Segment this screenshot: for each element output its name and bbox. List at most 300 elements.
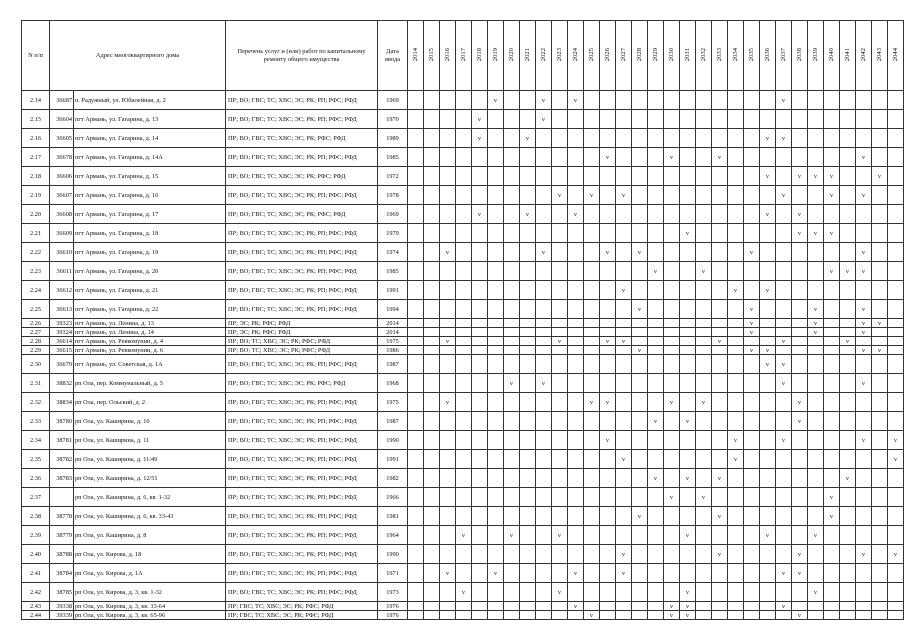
year-cell-2016 [440,412,456,431]
year-cell-2021 [520,355,536,374]
scheduled-mark: v [840,337,856,346]
header-built: Дата ввода [378,21,408,91]
works-list: ПР; ЭС; РК; РФС; РФД [226,328,378,337]
scheduled-mark: v [808,583,824,602]
year-cell-2033 [712,488,728,507]
year-cell-2015 [424,611,440,620]
year-cell-2030 [664,243,680,262]
table-row [22,205,904,224]
year-cell-2035 [744,393,760,412]
row-number: 2.17 [22,148,50,167]
year-cell-2021 [520,319,536,328]
year-cell-2040 [824,346,840,355]
year-cell-2033 [712,205,728,224]
year-cell-2040 [824,243,840,262]
works-list: ПР; ВО; ГВС; ТС; ХВС; ЭС; РК; РП; РФС; РФД [226,281,378,300]
year-cell-2039 [808,91,824,110]
year-cell-2016 [440,148,456,167]
scheduled-mark: v [808,328,824,337]
year-cell-2027 [616,346,632,355]
year-cell-2023 [552,110,568,129]
year-cell-2035 [744,167,760,186]
table-row [22,281,904,300]
year-cell-2032 [696,564,712,583]
year-cell-2041 [840,545,856,564]
year-cell-2031 [680,110,696,129]
year-cell-2044 [888,129,904,148]
year-cell-2021 [520,469,536,488]
year-cell-2014 [408,346,424,355]
header-year-2043: 2043 [872,21,888,91]
table-row [22,412,904,431]
year-cell-2019 [488,346,504,355]
year-cell-2028 [632,110,648,129]
year-cell-2040 [824,545,840,564]
year-cell-2015 [424,346,440,355]
year-cell-2027 [616,526,632,545]
year-cell-2036 [760,507,776,526]
house-id: 38782 [50,450,74,469]
scheduled-mark: v [600,431,616,450]
year-cell-2017 [456,243,472,262]
year-cell-2034 [728,355,744,374]
year-cell-2023 [552,148,568,167]
commission-year: 2014 [378,319,408,328]
year-cell-2043 [872,337,888,346]
year-cell-2028 [632,319,648,328]
year-cell-2024 [568,374,584,393]
year-cell-2037 [776,507,792,526]
works-list: ПР; ВО; ГВС; ТС; ХВС; ЭС; РК; РФС; РФД [226,167,378,186]
year-cell-2042 [856,469,872,488]
year-cell-2033 [712,602,728,611]
year-cell-2014 [408,243,424,262]
year-cell-2028 [632,431,648,450]
year-cell-2025 [584,583,600,602]
table-row [22,507,904,526]
year-cell-2038 [792,374,808,393]
header-year-2039: 2039 [808,21,824,91]
year-cell-2024 [568,583,584,602]
year-cell-2014 [408,611,424,620]
year-cell-2016 [440,167,456,186]
year-cell-2037 [776,611,792,620]
year-cell-2028 [632,224,648,243]
house-id: 36606 [50,167,74,186]
scheduled-mark: v [760,526,776,545]
year-cell-2034 [728,602,744,611]
year-cell-2034 [728,583,744,602]
year-cell-2035 [744,205,760,224]
year-cell-2029 [648,186,664,205]
year-cell-2028 [632,281,648,300]
year-cell-2027 [616,205,632,224]
row-number: 2.18 [22,167,50,186]
year-cell-2023 [552,319,568,328]
works-list: ПР; ВО; ГВС; ТС; ХВС; ЭС; РК; РП; РФС; РФД [226,91,378,110]
year-cell-2032 [696,167,712,186]
year-cell-2020 [504,281,520,300]
year-cell-2018 [472,167,488,186]
scheduled-mark: v [504,374,520,393]
year-cell-2026 [600,374,616,393]
year-cell-2038 [792,186,808,205]
year-cell-2028 [632,91,648,110]
house-id: 36612 [50,281,74,300]
commission-year: 1991 [378,450,408,469]
year-cell-2031 [680,374,696,393]
house-address: пгт Армань, ул. Ревкомунии, д. 6 [74,346,226,355]
year-cell-2034 [728,91,744,110]
year-cell-2032 [696,355,712,374]
year-cell-2026 [600,224,616,243]
year-cell-2035 [744,526,760,545]
house-id [50,488,74,507]
scheduled-mark: v [744,300,760,319]
year-cell-2039 [808,545,824,564]
house-id: 36605 [50,129,74,148]
year-cell-2039 [808,262,824,281]
house-address: пгт Армань, ул. Гагарина, д. 19 [74,243,226,262]
year-cell-2019 [488,469,504,488]
year-cell-2039 [808,611,824,620]
house-address: пгт Армань, ул. Ревкомунии, д. 4 [74,337,226,346]
year-cell-2037 [776,148,792,167]
year-cell-2017 [456,545,472,564]
row-number: 2.24 [22,281,50,300]
scheduled-mark: v [792,564,808,583]
scheduled-mark: v [568,91,584,110]
year-cell-2035 [744,469,760,488]
year-cell-2034 [728,374,744,393]
scheduled-mark: v [536,243,552,262]
year-cell-2043 [872,431,888,450]
year-cell-2024 [568,393,584,412]
year-cell-2014 [408,300,424,319]
year-cell-2034 [728,262,744,281]
header-year-2036: 2036 [760,21,776,91]
year-cell-2027 [616,167,632,186]
year-cell-2022 [536,355,552,374]
year-cell-2025 [584,337,600,346]
year-cell-2033 [712,186,728,205]
scheduled-mark: v [760,205,776,224]
row-number: 2.14 [22,91,50,110]
year-cell-2042 [856,507,872,526]
year-cell-2029 [648,337,664,346]
scheduled-mark: v [472,129,488,148]
year-cell-2029 [648,110,664,129]
year-cell-2041 [840,393,856,412]
year-cell-2017 [456,262,472,281]
year-cell-2021 [520,450,536,469]
year-cell-2020 [504,205,520,224]
year-cell-2017 [456,167,472,186]
year-cell-2017 [456,602,472,611]
year-cell-2017 [456,148,472,167]
works-list: ПР; ВО; ГВС; ТС; ХВС; ЭС; РК; РП; РФС; РФД [226,262,378,281]
year-cell-2015 [424,583,440,602]
scheduled-mark: v [616,564,632,583]
table-row [22,346,904,355]
year-cell-2021 [520,611,536,620]
year-cell-2032 [696,110,712,129]
commission-year: 1976 [378,611,408,620]
year-cell-2038 [792,337,808,346]
year-cell-2019 [488,545,504,564]
year-cell-2032 [696,243,712,262]
scheduled-mark: v [584,186,600,205]
year-cell-2022 [536,346,552,355]
year-cell-2020 [504,328,520,337]
year-cell-2026 [600,167,616,186]
year-cell-2019 [488,488,504,507]
year-cell-2018 [472,545,488,564]
year-cell-2028 [632,450,648,469]
row-number: 2.43 [22,602,50,611]
year-cell-2044 [888,412,904,431]
scheduled-mark: v [792,412,808,431]
year-cell-2040 [824,148,840,167]
commission-year: 1974 [378,243,408,262]
year-cell-2029 [648,431,664,450]
year-cell-2041 [840,526,856,545]
year-cell-2030 [664,346,680,355]
scheduled-mark: v [728,281,744,300]
year-cell-2015 [424,507,440,526]
year-cell-2025 [584,545,600,564]
year-cell-2028 [632,129,648,148]
header-year-2017: 2017 [456,21,472,91]
year-cell-2024 [568,526,584,545]
works-list: ПР; ВО; ГВС; ТС; ХВС; ЭС; РК; РФС; РФД [226,129,378,148]
year-cell-2039 [808,393,824,412]
header-year-2033: 2033 [712,21,728,91]
year-cell-2015 [424,300,440,319]
year-cell-2015 [424,450,440,469]
year-cell-2032 [696,374,712,393]
year-cell-2018 [472,507,488,526]
year-cell-2041 [840,488,856,507]
year-cell-2022 [536,545,552,564]
year-cell-2037 [776,319,792,328]
year-cell-2018 [472,337,488,346]
year-cell-2035 [744,148,760,167]
year-cell-2034 [728,337,744,346]
year-cell-2043 [872,300,888,319]
year-cell-2029 [648,526,664,545]
year-cell-2035 [744,110,760,129]
scheduled-mark: v [760,167,776,186]
year-cell-2038 [792,346,808,355]
house-id: 38784 [50,564,74,583]
year-cell-2022 [536,337,552,346]
year-cell-2021 [520,374,536,393]
year-cell-2016 [440,583,456,602]
year-cell-2036 [760,328,776,337]
scheduled-mark: v [856,186,872,205]
year-cell-2031 [680,564,696,583]
year-cell-2029 [648,374,664,393]
year-cell-2023 [552,328,568,337]
year-cell-2025 [584,431,600,450]
table-row [22,488,904,507]
year-cell-2014 [408,129,424,148]
scheduled-mark: v [888,431,904,450]
scheduled-mark: v [824,224,840,243]
scheduled-mark: v [664,611,680,620]
year-cell-2043 [872,205,888,224]
year-cell-2023 [552,346,568,355]
year-cell-2036 [760,602,776,611]
house-address: пгт Армань, ул. Гагарина, д. 14А [74,148,226,167]
year-cell-2020 [504,319,520,328]
house-id: 36614 [50,337,74,346]
year-cell-2033 [712,243,728,262]
year-cell-2042 [856,488,872,507]
year-cell-2020 [504,583,520,602]
year-cell-2039 [808,129,824,148]
year-cell-2025 [584,205,600,224]
house-address: пгт Армань, ул. Гагарина, д. 15 [74,167,226,186]
scheduled-mark: v [536,374,552,393]
commission-year: 1986 [378,346,408,355]
house-address: рп Ола, пер. Ольский, д. 2 [74,393,226,412]
year-cell-2028 [632,545,648,564]
scheduled-mark: v [536,110,552,129]
year-cell-2043 [872,262,888,281]
year-cell-2037 [776,545,792,564]
year-cell-2035 [744,412,760,431]
year-cell-2026 [600,346,616,355]
works-list: ПР; ВО; ГВС; ТС; ХВС; ЭС; РК; РФС; РФД [226,374,378,393]
scheduled-mark: v [440,564,456,583]
year-cell-2044 [888,167,904,186]
year-cell-2021 [520,393,536,412]
year-cell-2019 [488,393,504,412]
year-cell-2020 [504,167,520,186]
year-cell-2027 [616,488,632,507]
scheduled-mark: v [680,224,696,243]
row-number: 2.44 [22,611,50,620]
row-number: 2.16 [22,129,50,148]
year-cell-2016 [440,431,456,450]
year-cell-2041 [840,507,856,526]
works-list: ПР; ВО; ГВС; ТС; ХВС; ЭС; РК; РФС; РФД [226,205,378,224]
year-cell-2044 [888,583,904,602]
year-cell-2023 [552,393,568,412]
year-cell-2022 [536,300,552,319]
year-cell-2030 [664,507,680,526]
year-cell-2019 [488,319,504,328]
year-cell-2022 [536,167,552,186]
scheduled-mark: v [840,469,856,488]
year-cell-2025 [584,110,600,129]
year-cell-2036 [760,488,776,507]
table-row [22,328,904,337]
year-cell-2031 [680,148,696,167]
year-cell-2029 [648,611,664,620]
scheduled-mark: v [440,393,456,412]
year-cell-2042 [856,412,872,431]
year-cell-2037 [776,412,792,431]
year-cell-2031 [680,167,696,186]
year-cell-2020 [504,337,520,346]
scheduled-mark: v [616,337,632,346]
row-number: 2.32 [22,393,50,412]
year-cell-2033 [712,346,728,355]
year-cell-2037 [776,328,792,337]
house-id: 36609 [50,224,74,243]
year-cell-2027 [616,262,632,281]
year-cell-2018 [472,450,488,469]
year-cell-2019 [488,412,504,431]
house-address: рп Ола, ул. Каширина, д. 12/51 [74,469,226,488]
year-cell-2035 [744,91,760,110]
year-cell-2032 [696,431,712,450]
year-cell-2023 [552,431,568,450]
scheduled-mark: v [504,526,520,545]
year-cell-2032 [696,328,712,337]
year-cell-2024 [568,431,584,450]
year-cell-2023 [552,224,568,243]
year-cell-2015 [424,129,440,148]
year-cell-2023 [552,450,568,469]
year-cell-2027 [616,319,632,328]
year-cell-2020 [504,262,520,281]
year-cell-2029 [648,224,664,243]
works-list: ПР; ВО; ГВС; ТС; ХВС; ЭС; РК; РП; РФС; РФД [226,507,378,526]
year-cell-2041 [840,281,856,300]
row-number: 2.42 [22,583,50,602]
year-cell-2024 [568,281,584,300]
year-cell-2041 [840,346,856,355]
scheduled-mark: v [712,469,728,488]
year-cell-2036 [760,319,776,328]
year-cell-2017 [456,186,472,205]
year-cell-2031 [680,319,696,328]
year-cell-2042 [856,526,872,545]
year-cell-2036 [760,243,776,262]
year-cell-2026 [600,611,616,620]
works-list: ПР; ВО; ГВС; ТС; ХВС; ЭС; РК; РП; РФС; РФД [226,526,378,545]
year-cell-2018 [472,346,488,355]
scheduled-mark: v [696,488,712,507]
year-cell-2025 [584,346,600,355]
year-cell-2042 [856,564,872,583]
year-cell-2032 [696,91,712,110]
year-cell-2032 [696,129,712,148]
works-list: ПР; ВО; ГВС; ТС; ХВС; ЭС; РК; РП; РФС; РФД [226,412,378,431]
header-year-2038: 2038 [792,21,808,91]
year-cell-2040 [824,300,840,319]
header-year-2034: 2034 [728,21,744,91]
year-cell-2018 [472,469,488,488]
year-cell-2034 [728,393,744,412]
year-cell-2018 [472,611,488,620]
house-address: пгт Армань, ул. Ленина, д. 14 [74,328,226,337]
header-year-2042: 2042 [856,21,872,91]
year-cell-2042 [856,167,872,186]
year-cell-2016 [440,91,456,110]
scheduled-mark: v [680,526,696,545]
commission-year: 1978 [378,186,408,205]
year-cell-2036 [760,224,776,243]
year-cell-2030 [664,328,680,337]
house-address: пгт Армань, ул. Ленина, д. 13 [74,319,226,328]
scheduled-mark: v [824,186,840,205]
year-cell-2019 [488,328,504,337]
